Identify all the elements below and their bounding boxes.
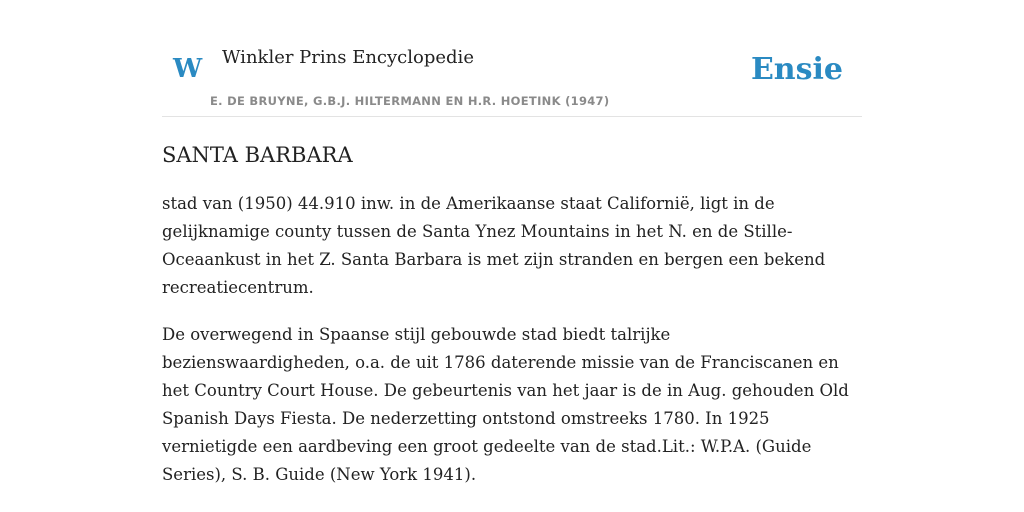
publication-logo[interactable]: W	[173, 54, 203, 84]
article-title: SANTA BARBARA	[162, 143, 353, 167]
ensie-brand-logo[interactable]: Ensie	[750, 52, 843, 87]
publication-header	[162, 40, 862, 117]
publication-authors: E. DE BRUYNE, G.B.J. HILTERMANN EN H.R. HOETINK (1947)	[210, 94, 610, 108]
article	[162, 140, 862, 508]
publication-title[interactable]: Winkler Prins Encyclopedie	[222, 47, 474, 68]
article-paragraph-1: stad van (1950) 44.910 inw. in de Amerikaanse staat Californië, ligt in de gelijknamige county tussen de Santa Ynez Mountains in het N. en de Stille-Oceaankust in het Z. Santa Barbara is met zijn stranden en bergen een bekend recreatiecentrum.	[162, 194, 826, 297]
article-paragraph-2: De overwegend in Spaanse stijl gebouwde stad biedt talrijke bezienswaardigheden, o.a. de uit 1786 daterende missie van de Franciscanen en het Country Court House. De gebeurtenis van het jaar is de in Aug. gehouden Old Spanish Days Fiesta. De nederzetting ontstond omstreeks 1780. In 1925 vernietigde een aardbeving een groot gedeelte van de stad.Lit.: W.P.A. (Guide Series), S. B. Guide (New York 1941).	[162, 325, 849, 484]
